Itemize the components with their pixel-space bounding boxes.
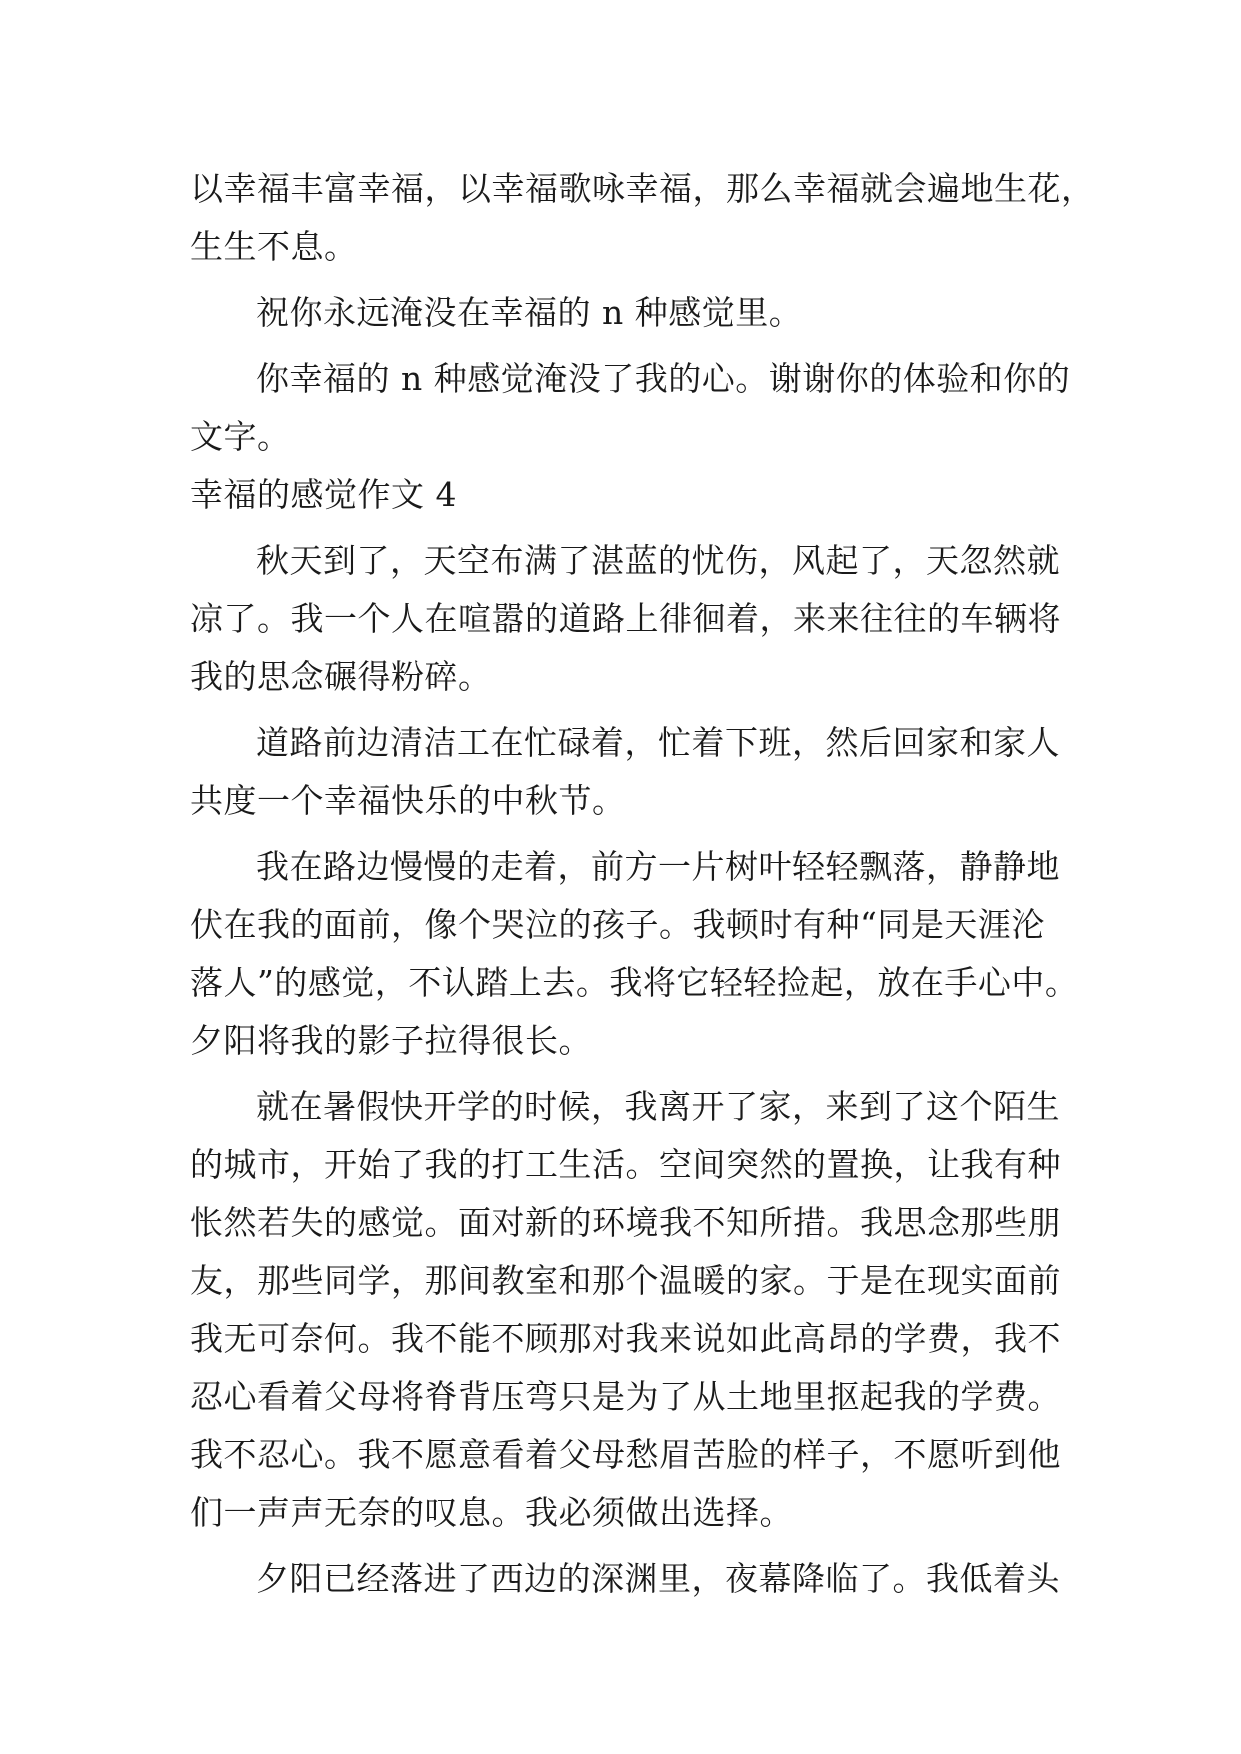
paragraph <box>190 714 1060 830</box>
text-line: 友，那些同学，那间教室和那个温暖的家。于是在现实面前 <box>190 1261 1061 1300</box>
text-line: 我的思念碾得粉碎。 <box>190 657 492 696</box>
text-line: 伏在我的面前，像个哭泣的孩子。我顿时有种“同是天涯沦 <box>190 905 1045 944</box>
text-line: 夕阳将我的影子拉得很长。 <box>190 1021 592 1060</box>
text-line: 以幸福丰富幸福，以幸福歌咏幸福，那么幸福就会遍地生花， <box>190 169 1095 208</box>
paragraph <box>190 838 1079 1070</box>
text-line: 我在路边慢慢的走着，前方一片树叶轻轻飘落，静静地 <box>256 847 1060 886</box>
text-line: 道路前边清洁工在忙碌着，忙着下班，然后回家和家人 <box>256 723 1060 762</box>
text-line: 我不忍心。我不愿意看着父母愁眉苦脸的样子，不愿听到他 <box>190 1435 1061 1474</box>
section-heading <box>190 466 1060 524</box>
text-line: 共度一个幸福快乐的中秋节。 <box>190 781 626 820</box>
paragraph <box>190 284 1060 342</box>
document-body <box>190 160 1095 1608</box>
paragraph <box>190 532 1060 706</box>
text-line: 怅然若失的感觉。面对新的环境我不知所措。我思念那些朋 <box>190 1203 1061 1242</box>
paragraph <box>190 350 1071 466</box>
paragraph <box>190 160 1095 276</box>
paragraph <box>190 1550 1060 1608</box>
text-line: 你幸福的 n 种感觉淹没了我的心。谢谢你的体验和你的 <box>256 359 1071 398</box>
text-line: 们一声声无奈的叹息。我必须做出选择。 <box>190 1493 793 1532</box>
text-line: 就在暑假快开学的时候，我离开了家，来到了这个陌生 <box>256 1087 1060 1126</box>
text-line: 秋天到了，天空布满了湛蓝的忧伤，风起了，天忽然就 <box>256 541 1060 580</box>
text-line: 夕阳已经落进了西边的深渊里，夜幕降临了。我低着头 <box>256 1559 1060 1598</box>
text-line: 落人”的感觉，不认踏上去。我将它轻轻捡起，放在手心中。 <box>190 963 1079 1002</box>
paragraph <box>190 1078 1060 1542</box>
text-line: 我无可奈何。我不能不顾那对我来说如此高昂的学费，我不 <box>190 1319 1061 1358</box>
text-line: 的城市，开始了我的打工生活。空间突然的置换，让我有种 <box>190 1145 1061 1184</box>
text-line: 忍心看着父母将脊背压弯只是为了从土地里抠起我的学费。 <box>190 1377 1061 1416</box>
text-line: 文字。 <box>190 417 291 456</box>
heading-text: 幸福的感觉作文 4 <box>190 475 457 514</box>
text-line: 祝你永远淹没在幸福的 n 种感觉里。 <box>256 293 803 332</box>
text-line: 凉了。我一个人在喧嚣的道路上徘徊着，来来往往的车辆将 <box>190 599 1061 638</box>
text-line: 生生不息。 <box>190 227 358 266</box>
